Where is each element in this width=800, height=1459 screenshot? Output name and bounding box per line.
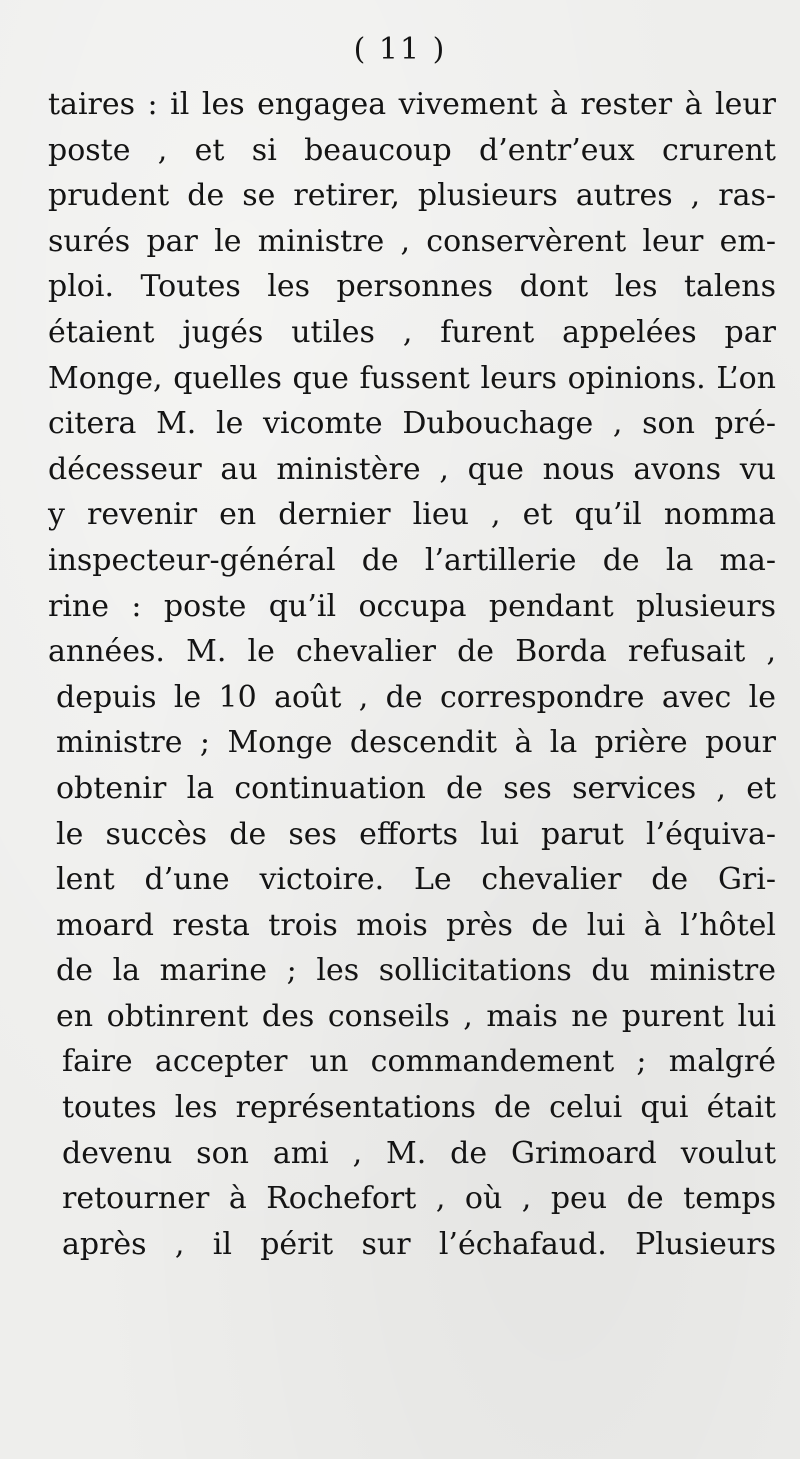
text-line: prudent de se retirer, plusieurs autres , ras- [48, 178, 776, 214]
text-line: y revenir en dernier lieu , et qu’il nomma [48, 497, 776, 533]
text-line: ministre ; Monge descendit à la prière pour [56, 725, 776, 761]
text-line: inspecteur-général de l’artillerie de la ma- [48, 542, 776, 578]
text-line: faire accepter un commandement ; malgré [62, 1044, 776, 1080]
text-line: années. M. le chevalier de Borda refusait , [48, 634, 776, 670]
text-line: de la marine ; les sollicitations du ministre [56, 953, 776, 989]
text-line: citera M. le vicomte Dubouchage , son pré- [48, 406, 776, 442]
text-line: décesseur au ministère , que nous avons vu [48, 451, 776, 487]
text-line: retourner à Rochefort , où , peu de temps [62, 1181, 776, 1217]
text-line: surés par le ministre , conservèrent leur em- [48, 223, 776, 259]
text-line: obtenir la continuation de ses services , et [56, 770, 776, 806]
page-number: ( 11 ) [353, 32, 447, 67]
text-line: toutes les représentations de celui qui était [62, 1090, 776, 1126]
text-line: devenu son ami , M. de Grimoard voulut [62, 1135, 776, 1171]
text-line: rine : poste qu’il occupa pendant plusieurs [48, 588, 776, 624]
text-line: en obtinrent des conseils , mais ne purent lui [56, 998, 776, 1034]
text-line: étaient jugés utiles , furent appelées par [48, 314, 776, 350]
text-line: après , il périt sur l’échafaud. Plusieurs [62, 1226, 776, 1262]
text-line: poste , et si beaucoup d’entr’eux crurent [48, 132, 776, 168]
text-line: taires : il les engagea vivement à rester à leur [48, 87, 776, 122]
body-text [48, 82, 776, 1267]
text-line: lent d’une victoire. Le chevalier de Gri- [56, 862, 776, 898]
text-line: moard resta trois mois près de lui à l’hôtel [56, 907, 776, 943]
text-line: Monge, quelles que fussent leurs opinions. L’on [48, 360, 776, 396]
text-line: ploi. Toutes les personnes dont les talens [48, 269, 776, 305]
text-line: depuis le 10 août , de correspondre avec le [56, 679, 776, 715]
text-line: le succès de ses efforts lui parut l’équiva- [56, 816, 776, 852]
